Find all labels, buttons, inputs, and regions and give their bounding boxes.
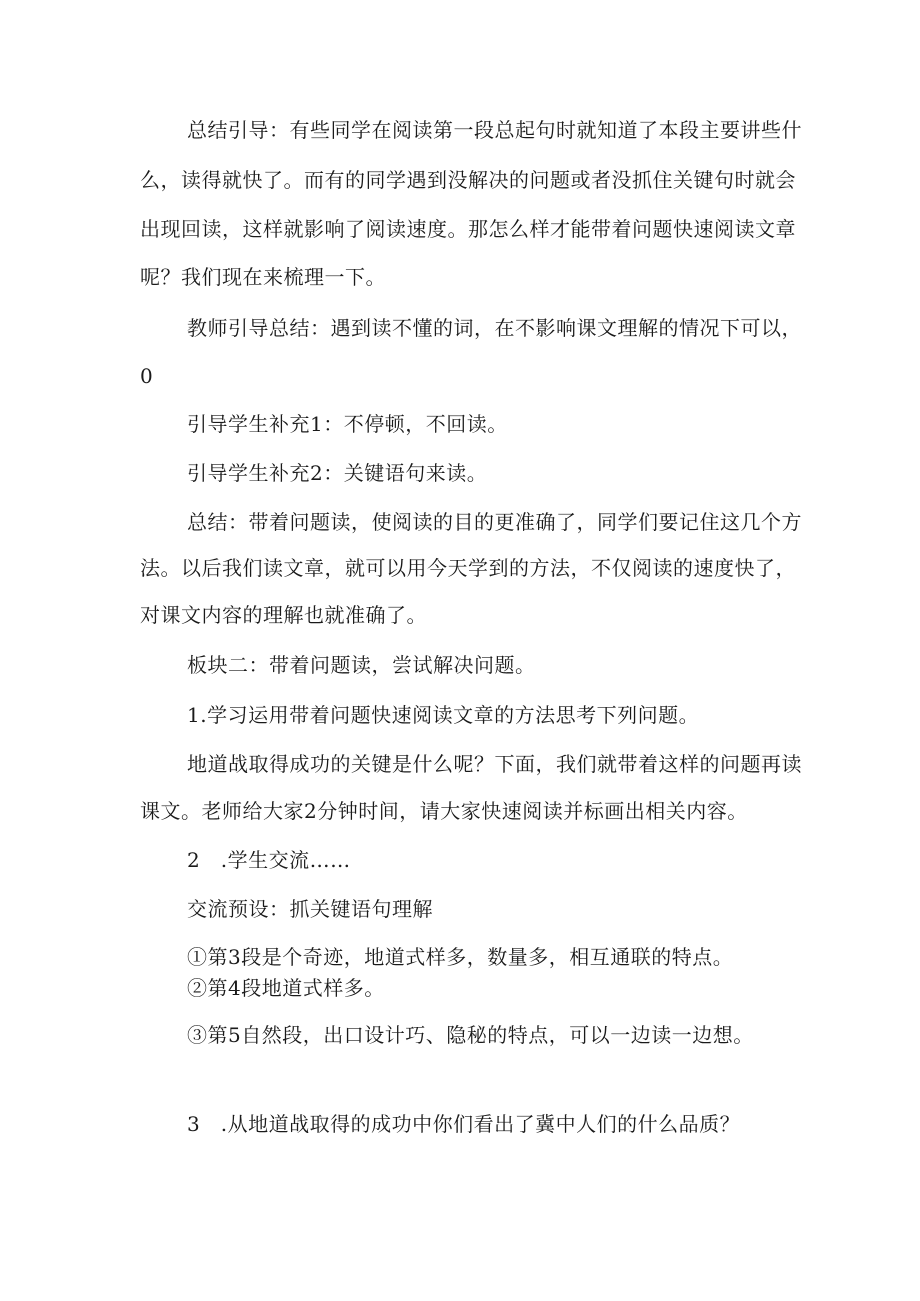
paragraph-supplement-2: 引导学生补充2：关键语句来读。 <box>187 461 488 485</box>
preset-point-2: ②第4段地道式样多。 <box>187 976 385 1000</box>
preset-point-1: ①第3段是个奇迹，地道式样多，数量多，相互通联的特点。 <box>187 945 734 969</box>
paragraph-teacher-summary-line-1: 教师引导总结：遇到读不懂的词，在不影响课文理解的情况下可以， <box>187 316 802 340</box>
paragraph-summary-guide-line-1: 总结引导：有些同学在阅读第一段总起句时就知道了本段主要讲些什 <box>187 118 802 142</box>
paragraph-summary-guide-line-4: 呢？我们现在来梳理一下。 <box>140 265 386 289</box>
list-item-1: 1.学习运用带着问题快速阅读文章的方法思考下列问题。 <box>187 703 700 727</box>
paragraph-summary-guide-line-3: 出现回读，这样就影响了阅读速度。那怎么样才能带着问题快速阅读文章 <box>140 217 796 241</box>
paragraph-key-question-line-2: 课文。老师给大家2分钟时间，请大家快速阅读并标画出相关内容。 <box>140 799 748 823</box>
paragraph-conclusion-line-1: 总结：带着问题读，使阅读的目的更准确了，同学们要记住这几个方 <box>187 510 802 534</box>
paragraph-teacher-summary-line-2: 0 <box>140 364 154 388</box>
paragraph-supplement-1: 引导学生补充1：不停顿，不回读。 <box>187 412 508 436</box>
paragraph-conclusion-line-2: 法。以后我们读文章，就可以用今天学到的方法，不仅阅读的速度快了， <box>140 556 796 580</box>
paragraph-summary-guide-line-2: 么，读得就快了。而有的同学遇到没解决的问题或者没抓住关键句时就会 <box>140 168 796 192</box>
paragraph-conclusion-line-3: 对课文内容的理解也就准确了。 <box>140 603 427 627</box>
paragraph-exchange-preset: 交流预设：抓关键语句理解 <box>187 897 433 921</box>
list-item-2: 2 .学生交流…… <box>187 848 351 872</box>
section-heading-block-two: 板块二：带着问题读，尝试解决问题。 <box>187 653 536 677</box>
paragraph-key-question-line-1: 地道战取得成功的关键是什么呢？下面，我们就带着这样的问题再读 <box>187 752 802 776</box>
list-item-3: 3 .从地道战取得的成功中你们看出了冀中人们的什么品质？ <box>187 1112 741 1136</box>
preset-point-3: ③第5自然段，出口设计巧、隐秘的特点，可以一边读一边想。 <box>187 1023 754 1047</box>
